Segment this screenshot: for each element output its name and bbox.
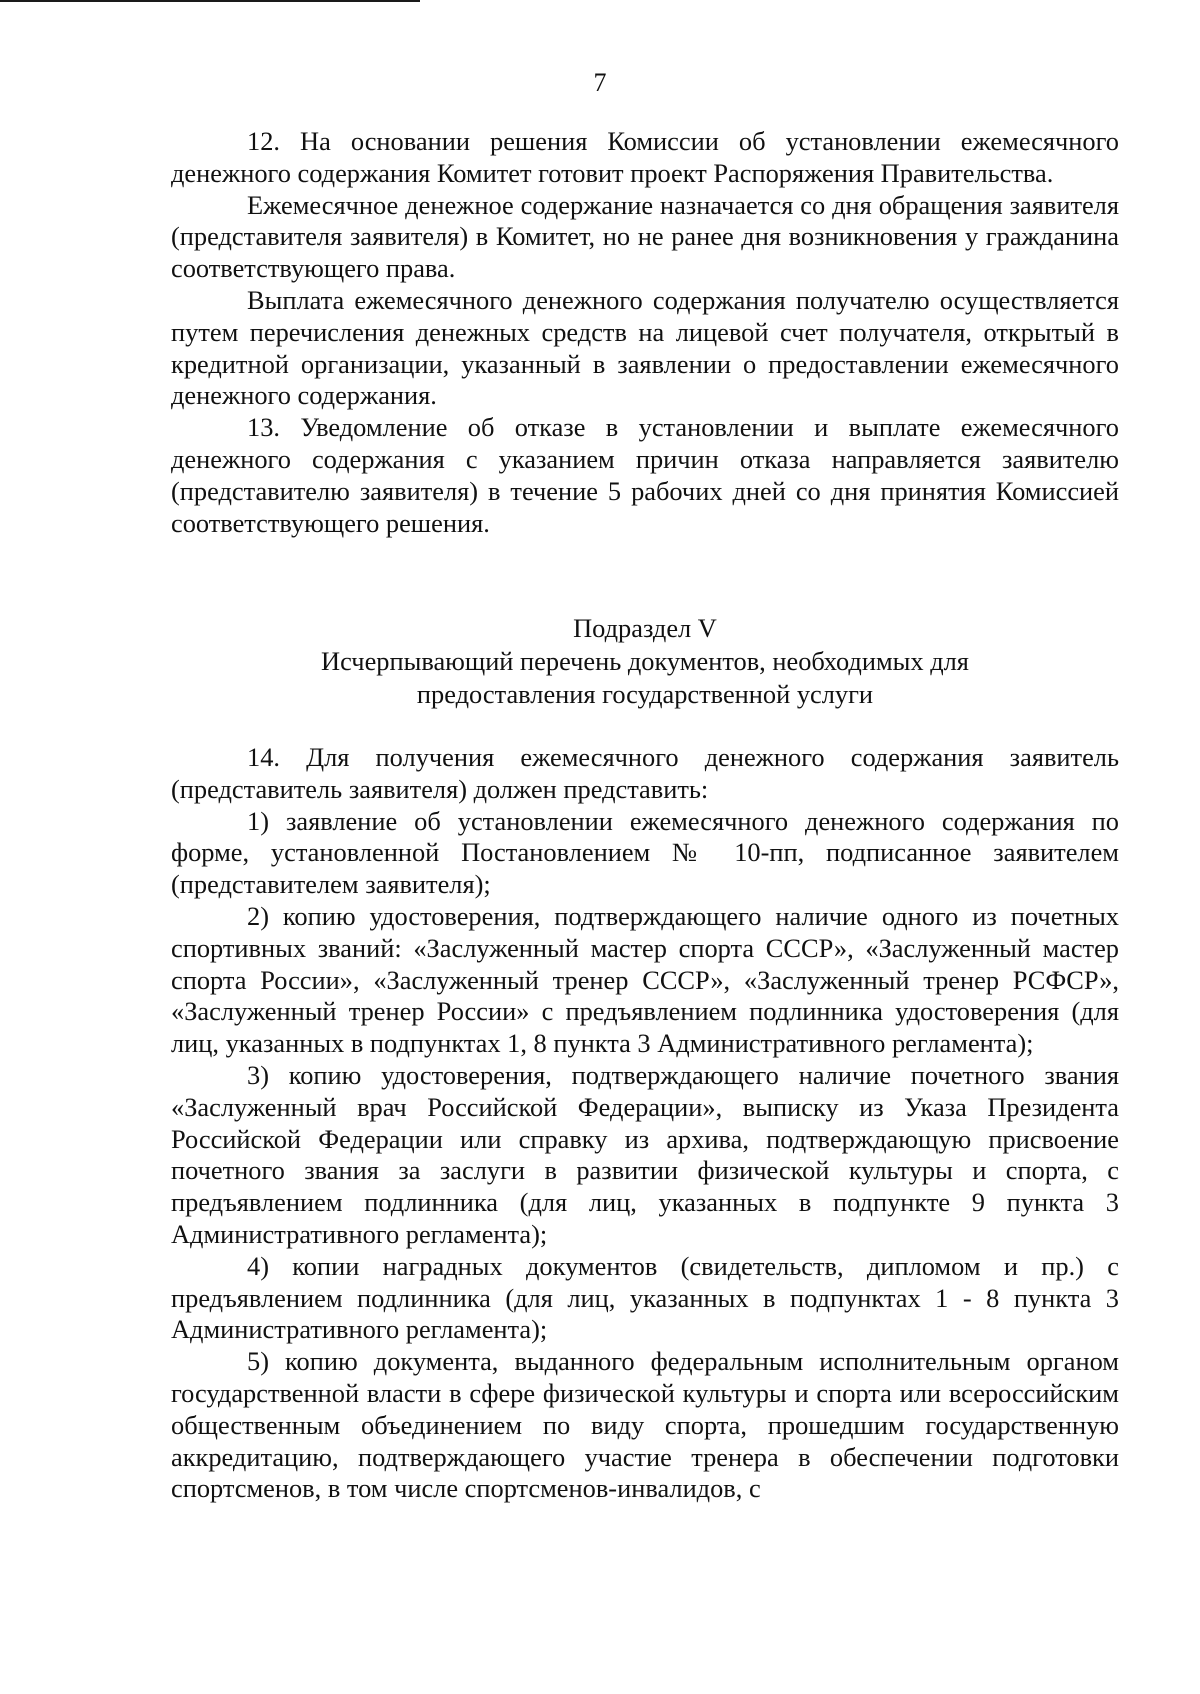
- list-item-1: 1) заявление об установлении ежемесячного денежного содержания по форме, установленной Постановлением № 10-пп, подписанное заявителем (представителем заявителя);: [171, 805, 1119, 900]
- list-item-4: 4) копии наградных документов (свидетельств, дипломом и пр.) с предъявлением подлинника (для лиц, указанных в подпунктах 1 - 8 пункта 3 Административного регламента);: [171, 1250, 1119, 1345]
- paragraph-12: 12. На основании решения Комиссии об установлении ежемесячного денежного содержания Комитет готовит проект Распоряжения Правительства.: [171, 126, 1119, 188]
- section-body-2: [171, 742, 1119, 1505]
- page-number: 7: [593, 68, 607, 97]
- scan-edge-line: [0, 0, 420, 2]
- list-item-5: 5) копию документа, выданного федеральным исполнительным органом государственной власти в сфере физической культуры и спорта или всероссийским общественным объединением по виду спорта, прошедшим государственную аккредитацию, подтверждающего участие тренера в обеспечении подготовки спортсменов, в том числе спортсменов-инвалидов, с: [171, 1346, 1119, 1504]
- paragraph-14: 14. Для получения ежемесячного денежного содержания заявитель (представитель заявителя) должен представить:: [171, 742, 1119, 804]
- list-item-2: 2) копию удостоверения, подтверждающего наличие одного из почетных спортивных званий: «Заслуженный мастер спорта СССР», «Заслуженный мастер спорта России», «Заслуженный тренер СССР», «Заслуженный тренер РСФСР», «Заслуженный тренер России» с предъявлением подлинника удостоверения (для лиц, указанных в подпунктах 1, 8 пункта 3 Административного регламента);: [171, 900, 1119, 1059]
- section-body-1: [171, 126, 1119, 539]
- subsection-heading: [171, 612, 1119, 711]
- subsection-title-line-2: предоставления государственной услуги: [416, 679, 874, 709]
- paragraph-12-payment: Выплата ежемесячного денежного содержания получателю осуществляется путем перечисления денежных средств на лицевой счет получателя, открытый в кредитной организации, указанный в заявлении о предоставлении ежемесячного денежного содержания.: [171, 284, 1119, 411]
- paragraph-12-assignment: Ежемесячное денежное содержание назначается со дня обращения заявителя (представителя заявителя) в Комитет, но не ранее дня возникновения у гражданина соответствующего права.: [171, 189, 1119, 284]
- paragraph-13: 13. Уведомление об отказе в установлении и выплате ежемесячного денежного содержания с указанием причин отказа направляется заявителю (представителю заявителя) в течение 5 рабочих дней со дня принятия Комиссией соответствующего решения.: [171, 412, 1119, 538]
- subsection-number: Подраздел V: [573, 613, 717, 643]
- list-item-3: 3) копию удостоверения, подтверждающего наличие почетного звания «Заслуженный врач Российской Федерации», выписку из Указа Президента Российской Федерации или справку из архива, подтверждающую присвоение почетного звания за заслуги в развитии физической культуры и спорта, с предъявлением подлинника (для лиц, указанных в подпункте 9 пункта 3 Административного регламента);: [171, 1059, 1119, 1249]
- subsection-title-line-1: Исчерпывающий перечень документов, необходимых для: [321, 646, 969, 676]
